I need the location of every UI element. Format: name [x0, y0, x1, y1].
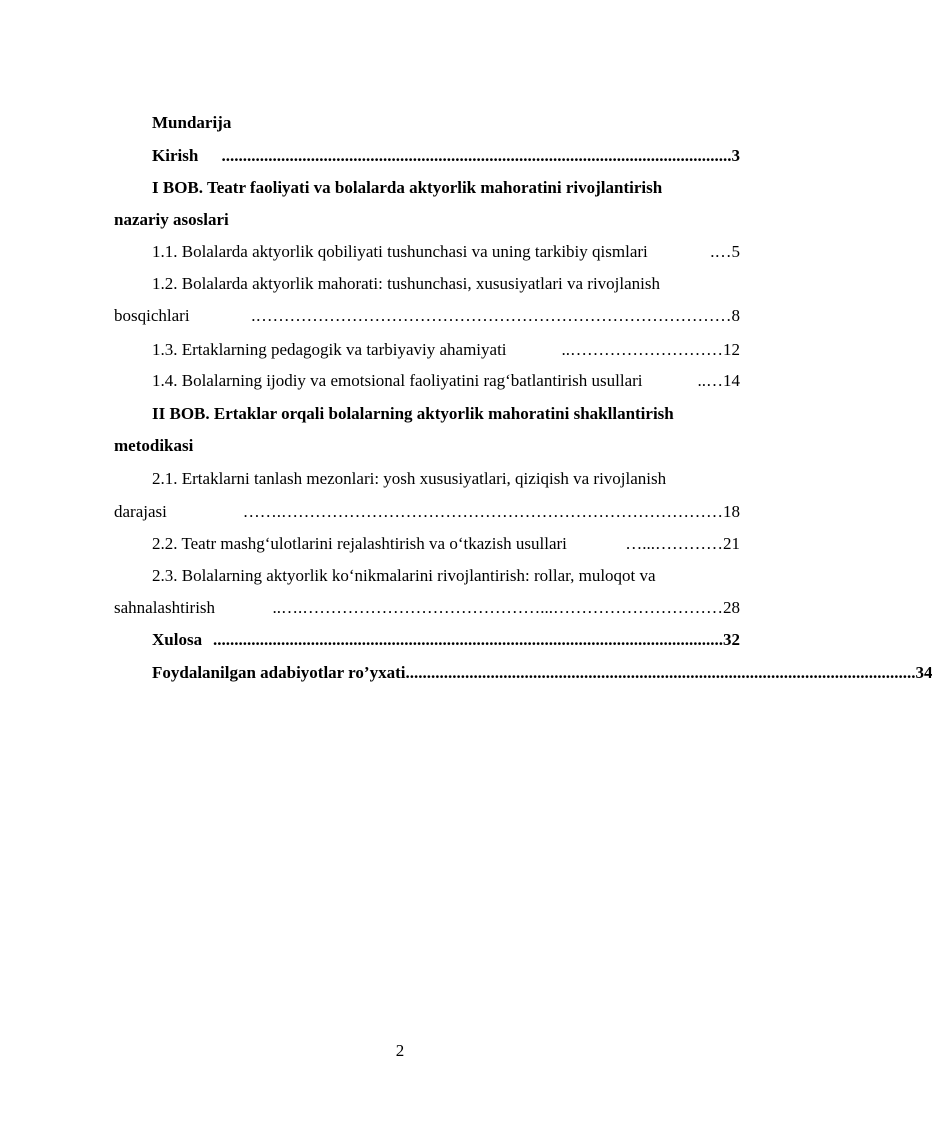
toc-entry-1-2-line1[interactable]: 1.2. Bolalarda aktyorlik mahorati: tushunchasi, xususiyatlari va rivojlanish [152, 274, 661, 293]
toc-entry-text: bosqichlari [114, 306, 190, 325]
toc-leader-dots: ........................................................................................................................ [405, 663, 916, 682]
toc-chapter-1-line1[interactable]: I BOB. Teatr faoliyati va bolalarda aktyorlik mahoratini rivojlantirish [152, 178, 663, 197]
toc-entry-2-2[interactable] [152, 533, 740, 555]
toc-leader-dots: ….. [697, 371, 723, 390]
toc-entry-text: Foydalanilgan adabiyotlar ro’yxati [152, 663, 406, 682]
toc-leader-dots: …. [710, 242, 732, 261]
toc-leader-dots: …………...… [625, 534, 723, 553]
toc-page-number: 5 [731, 242, 740, 261]
toc-entry-intro[interactable] [152, 145, 740, 167]
toc-title: Mundarija [152, 113, 232, 132]
toc-leader-dots: …………………………...…………………………………….….. [272, 598, 723, 617]
toc-entry-conclusion[interactable] [152, 629, 740, 651]
toc-page-number: 12 [723, 340, 740, 359]
toc-entry-text: sahnalashtirish [114, 598, 216, 617]
toc-entry-text: darajasi [114, 502, 167, 521]
toc-entry-2-3-line2[interactable] [114, 597, 740, 619]
toc-leader-dots: ........................................................................................................................ [213, 630, 723, 649]
toc-chapter-2-line1[interactable]: II BOB. Ertaklar orqali bolalarning aktyorlik mahoratini shakllantirish [152, 404, 674, 423]
toc-entry-text: 2.2. Teatr mashg‘ulotlarini rejalashtirish va o‘tkazish usullari [152, 534, 567, 553]
toc-leader-dots: ……………………….. [561, 340, 723, 359]
toc-page-number: 21 [723, 534, 740, 553]
toc-page-number: 32 [723, 630, 740, 649]
toc-entry-text: Kirish [152, 146, 199, 165]
toc-chapter-1-line2[interactable]: nazariy asoslari [114, 210, 229, 229]
toc-leader-dots: …………………………………………………………………….…… [242, 502, 723, 521]
toc-page-number: 3 [731, 146, 740, 165]
toc-entry-references[interactable] [152, 662, 932, 684]
toc-entry-text: 1.1. Bolalarda aktyorlik qobiliyati tushunchasi va uning tarkibiy qismlari [152, 242, 648, 261]
toc-entry-text: 1.4. Bolalarning ijodiy va emotsional faoliyatini rag‘batlantirish usullari [152, 371, 643, 390]
toc-entry-2-3-line1[interactable]: 2.3. Bolalarning aktyorlik ko‘nikmalarini rivojlantirish: rollar, muloqot va [152, 566, 656, 585]
toc-entry-1-1[interactable] [152, 241, 740, 263]
toc-page-number: 28 [723, 598, 740, 617]
toc-page-number: 14 [723, 371, 740, 390]
toc-entry-text: 1.3. Ertaklarning pedagogik va tarbiyaviy ahamiyati [152, 340, 507, 359]
toc-entry-1-4[interactable] [152, 370, 740, 392]
toc-entry-1-2-line2[interactable] [114, 305, 740, 327]
toc-entry-text: Xulosa [152, 630, 203, 649]
toc-entry-2-1-line2[interactable] [114, 501, 740, 523]
toc-page-number: 8 [731, 306, 740, 325]
toc-chapter-2-line2[interactable]: metodikasi [114, 436, 194, 455]
toc-entry-2-1-line1[interactable]: 2.1. Ertaklarni tanlash mezonlari: yosh xususiyatlari, qiziqish va rivojlanish [152, 469, 667, 488]
toc-entry-1-3[interactable] [152, 339, 740, 361]
page-number: 2 [395, 1041, 405, 1060]
toc-leader-dots: ........................................................................................................................ [221, 146, 732, 165]
toc-page-number: 18 [723, 502, 740, 521]
toc-leader-dots: …………………………………………………………………………. [251, 306, 732, 325]
toc-page-number: 34 [915, 663, 932, 682]
